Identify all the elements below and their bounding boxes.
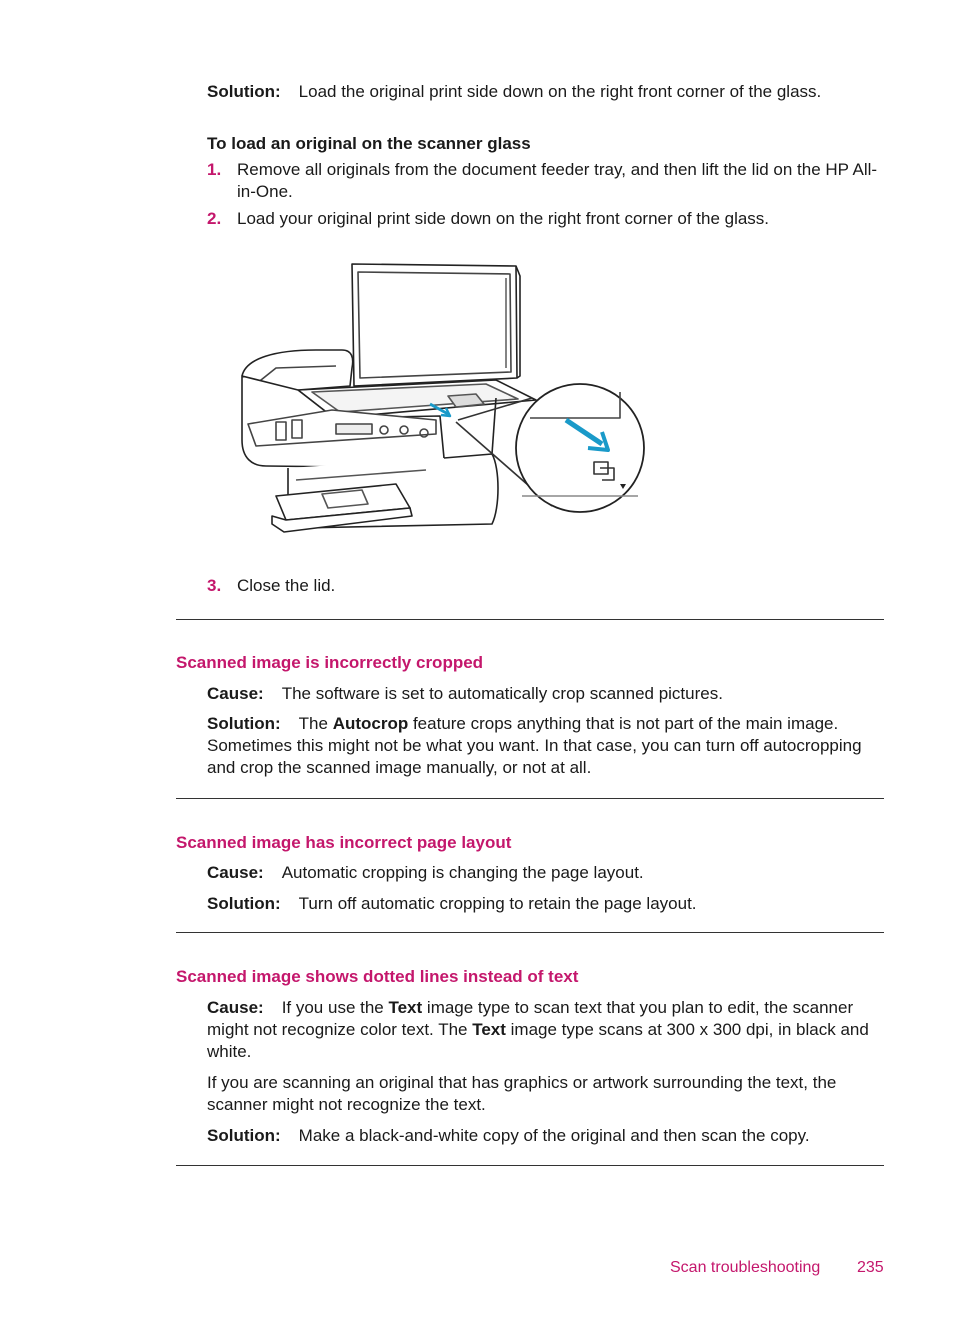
step-text: Remove all originals from the document feeder tray, and then lift the lid on the HP All-in-One. [237,160,878,201]
cause-text: Automatic cropping is changing the page layout. [281,863,644,882]
scanner-glass-illustration [236,258,666,540]
top-solution [207,81,887,103]
autocrop-term: Autocrop [332,714,409,733]
section-heading: Scanned image is incorrectly cropped [176,653,484,672]
cause-text: image type scans at 300 x 300 dpi, in black and white. [207,1020,869,1061]
cause-label: Cause: [207,998,264,1017]
divider [176,798,884,799]
cause-text: image type to scan text that you plan to edit, the scanner might not recognize color text. The [207,998,854,1039]
step-text: Load your original print side down on the right front corner of the glass. [237,209,770,228]
divider [176,619,884,620]
solution-text: Load the original print side down on the right front corner of the glass. [298,82,822,101]
cause-paragraph [207,683,887,705]
section-heading: Scanned image has incorrect page layout [176,833,512,852]
procedure-title: To load an original on the scanner glass [207,134,531,153]
solution-text: Turn off automatic cropping to retain the page layout. [298,894,697,913]
solution-paragraph [207,1125,887,1147]
step-text: Close the lid. [237,576,336,595]
cause-label: Cause: [207,684,264,703]
cause-text: The software is set to automatically crop scanned pictures. [281,684,723,703]
solution-text: The [298,714,333,733]
solution-paragraph [207,893,887,915]
extra-paragraph: If you are scanning an original that has graphics or artwork surrounding the text, the scanner might not recognize the text. [207,1073,837,1114]
solution-label: Solution: [207,714,281,733]
solution-paragraph [207,713,891,779]
divider [176,1165,884,1166]
text-term: Text [388,998,423,1017]
cause-label: Cause: [207,863,264,882]
section-heading: Scanned image shows dotted lines instead of text [176,967,579,986]
solution-label: Solution: [207,894,281,913]
page-number: 235 [857,1259,884,1276]
step-number: 1. [207,160,222,179]
solution-text: Make a black-and-white copy of the original and then scan the copy. [298,1126,810,1145]
solution-label: Solution: [207,1126,281,1145]
solution-text: feature crops anything that is not part of the main image. Sometimes this might not be what you want. In that case, you can turn off autocropping and crop the scanned image manually, or not at all. [207,714,862,777]
text-term: Text [472,1020,506,1039]
step-number: 2. [207,209,222,228]
step-number: 3. [207,576,222,595]
solution-label: Solution: [207,82,281,101]
footer-section: Scan troubleshooting [670,1259,821,1276]
cause-text: If you use the [281,998,389,1017]
cause-paragraph [207,997,891,1063]
cause-paragraph [207,862,887,884]
divider [176,932,884,933]
